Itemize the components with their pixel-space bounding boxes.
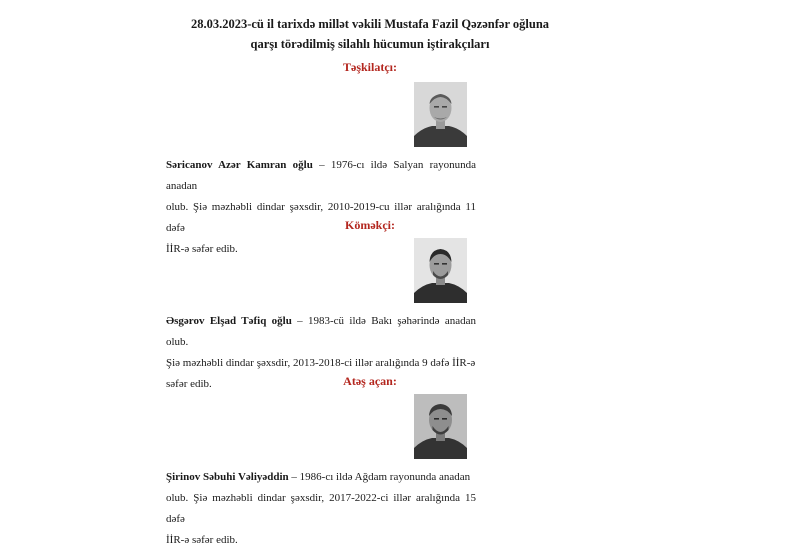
person-description-organizer: Səricanov Azər Kamran oğlu – 1976-cı ildə Salyan rayonunda anadan olub. Şiə məzhəbli dindar şəxsdir, 2010-2019-cu illər aralığında 11 dəfə İİR-ə səfər edib. [166,159,476,255]
role-heading-shooter: Atəş açan: [343,374,397,388]
portrait-photo-shooter [414,394,467,459]
role-heading-assistant: Köməkçi: [345,218,395,232]
person-description-shooter: Şirinov Səbuhi Vəliyəddin – 1986-cı ildə Ağdam rayonunda anadan olub. Şiə məzhəbli dindar şəxsdir, 2017-2022-ci illər aralığında 15 dəfə İİR-ə səfər edib. [166,471,476,546]
portrait-photo-organizer [414,82,467,147]
document-title [150,14,590,54]
person-name-assistant: Əsgərov Elşad Təfiq oğlu [166,315,292,327]
title-line-1: 28.03.2023-cü il tarixdə millət vəkili Mustafa Fazil Qəzənfər oğluna [190,17,550,31]
title-line-2: qarşı törədilmiş silahlı hücumun iştirakçıları [250,37,490,51]
person-description-assistant: Əsgərov Elşad Təfiq oğlu – 1983-cü ildə Bakı şəhərində anadan olub. Şiə məzhəbli dindar şəxsdir, 2013-2018-ci illər aralığında 9 dəfə İİR-ə səfər edib. [166,315,476,390]
role-heading-organizer: Təşkilatçı: [343,60,397,74]
person-name-shooter: Şirinov Səbuhi Vəliyəddin [166,471,289,483]
person-name-organizer: Səricanov Azər Kamran oğlu [166,159,313,171]
portrait-photo-assistant [414,238,467,303]
